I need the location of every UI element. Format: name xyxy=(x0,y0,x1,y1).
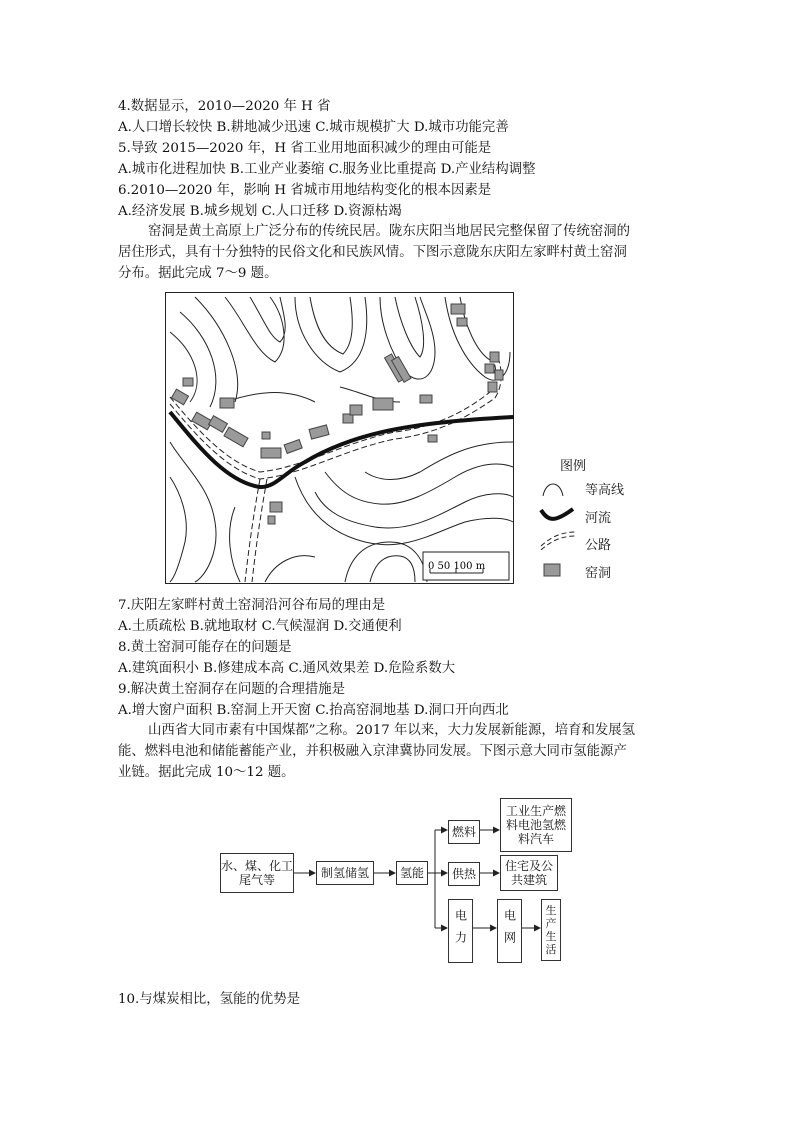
river-legend-icon xyxy=(538,503,578,525)
hydrogen-industry-chain-diagram xyxy=(220,795,600,970)
legend-road: 公路 xyxy=(585,538,612,553)
electricity-box: 电力 xyxy=(448,899,473,963)
legend-cave: 窑洞 xyxy=(585,566,612,581)
production-life-box: 生产生活 xyxy=(541,899,561,961)
passage2-line2: 能、燃料电池和储能蓄能产业，并积极融入京津冀协同发展。下图示意大同市氢能源产 xyxy=(118,744,627,759)
q6-stem: 6.2010—2020 年，影响 H 省城市用地结构变化的根本因素是 xyxy=(118,183,492,198)
q8-stem: 8.黄土窑洞可能存在的问题是 xyxy=(118,640,292,655)
passage1-line2: 居住形式，具有十分独特的民俗文化和民族风情。下图示意陇东庆阳左家畔村黄土窑洞 xyxy=(118,245,627,260)
passage1-line3: 分布。据此完成 7～9 题。 xyxy=(118,266,278,281)
q8-options: A.建筑面积小 B.修建成本高 C.通风效果差 D.危险系数大 xyxy=(118,661,456,676)
legend-title: 图例 xyxy=(560,459,587,474)
legend-river: 河流 xyxy=(585,511,612,526)
grid-box: 电网 xyxy=(497,899,522,963)
q7-options: A.土质疏松 B.就地取材 C.气候湿润 D.交通便利 xyxy=(118,619,402,634)
cave-legend-icon xyxy=(538,562,578,578)
scale-label: 0 50 100 m xyxy=(428,561,486,572)
cave-dwelling-map xyxy=(165,292,514,584)
heating-target-box: 住宅及公共建筑 xyxy=(500,855,558,891)
q9-stem: 9.解决黄土窑洞存在问题的合理措施是 xyxy=(118,682,346,697)
passage2-line1: 山西省大同市素有中国煤都”之称。2017 年以来，大力发展新能源，培育和发展氢 xyxy=(148,723,636,738)
road-legend-icon xyxy=(538,528,578,550)
passage2-line3: 业链。据此完成 10～12 题。 xyxy=(118,765,295,780)
q6-options: A.经济发展 B.城乡规划 C.人口迁移 D.资源枯竭 xyxy=(118,204,402,219)
q9-options: A.增大窗户面积 B.窑洞上开天窗 C.抬高窑洞地基 D.洞口开向西北 xyxy=(118,703,509,718)
q5-options: A.城市化进程加快 B.工业产业萎缩 C.服务业比重提高 D.产业结构调整 xyxy=(118,162,536,177)
fuel-box: 燃料 xyxy=(448,820,480,844)
source-box: 水、煤、化工尾气等 xyxy=(220,853,294,893)
heating-box: 供热 xyxy=(448,862,480,886)
q10-stem: 10.与煤炭相比，氢能的优势是 xyxy=(118,992,300,1007)
q7-stem: 7.庆阳左家畔村黄土窑洞沿河谷布局的理由是 xyxy=(118,598,386,613)
legend-contour: 等高线 xyxy=(585,483,625,498)
q4-stem: 4.数据显示，2010—2020 年 H 省 xyxy=(118,99,331,114)
hydrogen-energy-box: 氢能 xyxy=(396,861,428,885)
production-storage-box: 制氢储氢 xyxy=(316,861,374,885)
passage1-line1: 窑洞是黄土高原上广泛分布的传统民居。陇东庆阳当地居民完整保留了传统窑洞的 xyxy=(148,224,631,239)
q4-options: A.人口增长较快 B.耕地减少迅速 C.城市规模扩大 D.城市功能完善 xyxy=(118,120,509,135)
fuel-target-box: 工业生产燃料电池氢燃料汽车 xyxy=(500,798,572,852)
q5-stem: 5.导致 2015—2020 年，H 省工业用地面积减少的理由可能是 xyxy=(118,141,492,156)
contour-legend-icon xyxy=(538,478,578,498)
